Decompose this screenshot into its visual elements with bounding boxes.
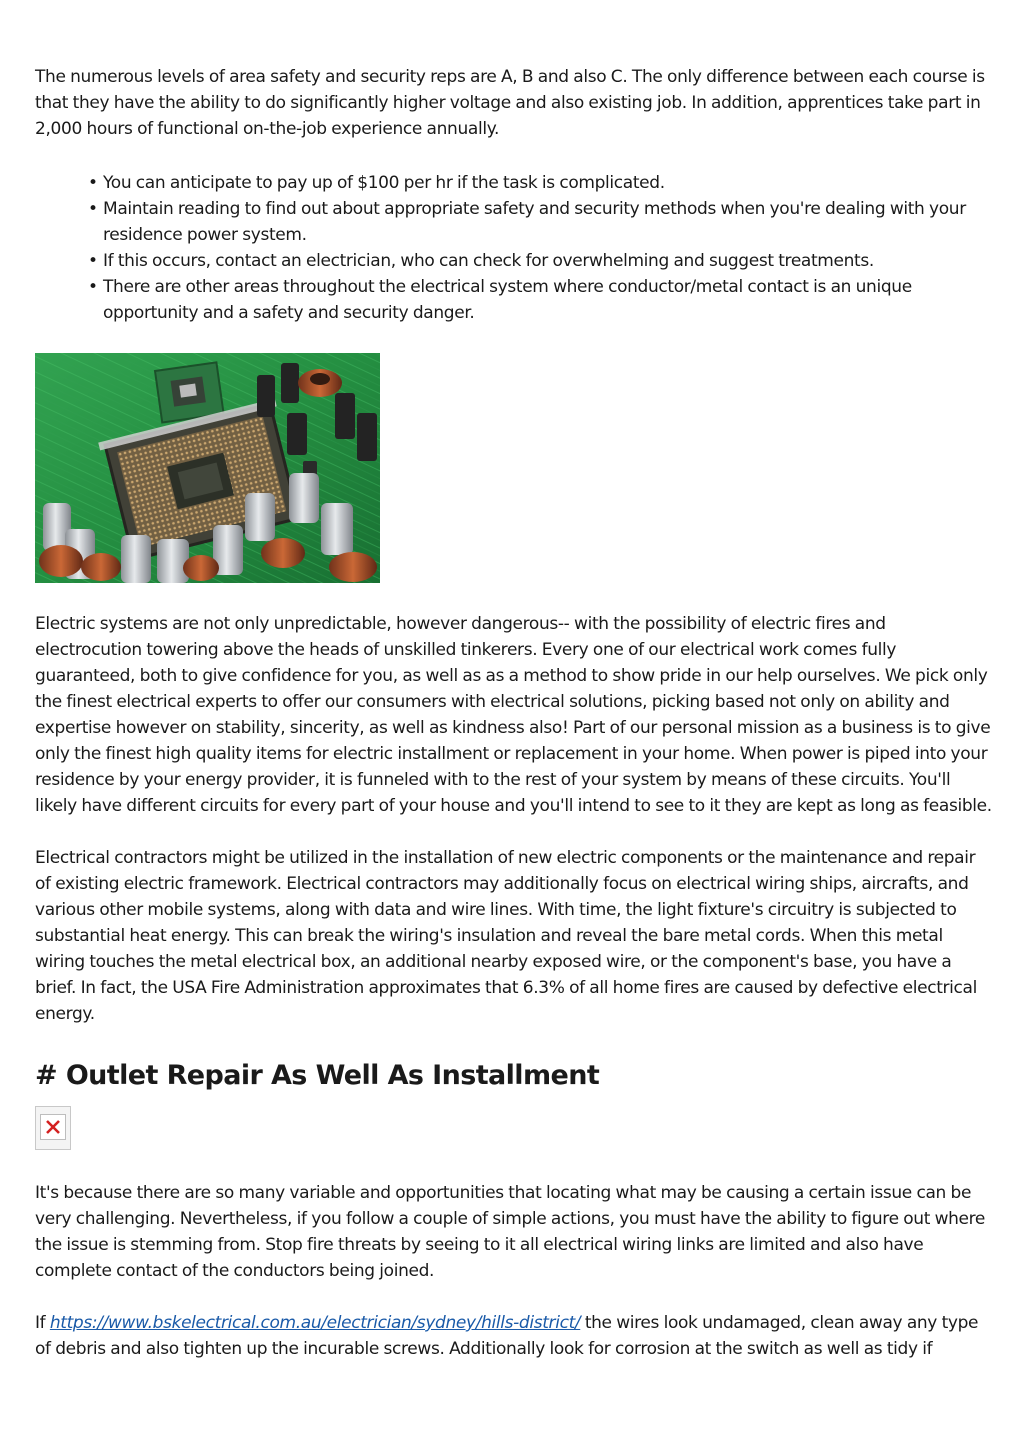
paragraph-electrical-contractors: Electrical contractors might be utilized in the installation of new electric components or the maintenance and repair of existing electric framework. Electrical contractors may additionally focus on electrical wiring ships, aircrafts, and various other mobile systems, along with data and wire lines. With time, the light fixture's circuitry is subjected to substantial heat energy. This can break the wiring's insulation and reveal the bare metal cords. When this metal wiring touches the metal electrical box, an additional nearby exposed wire, or the component's base, you have a brief. In fact, the USA Fire Administration approximates that 6.3% of all home fires are caused by defective electrical energy.: [35, 848, 977, 1024]
document-page: [35, 64, 993, 1362]
list-item-text: If this occurs, contact an electrician, who can check for overwhelming and suggest treatments.: [103, 251, 874, 271]
paragraph-intro: The numerous levels of area safety and security reps are A, B and also C. The only difference between each course is that they have the ability to do significantly higher voltage and also existing job. In addition, apprentices take part in 2,000 hours of functional on-the-job experience annually.: [35, 67, 985, 139]
list-item: [88, 170, 993, 196]
close-icon: [46, 1120, 60, 1134]
bullet-dot: •: [88, 173, 98, 193]
electrician-link[interactable]: https://www.bskelectrical.com.au/electrician/sydney/hills-district/: [49, 1313, 581, 1333]
broken-image-icon: [35, 1106, 71, 1150]
paragraph-wires: [35, 1310, 993, 1362]
bullet-dot: •: [88, 199, 98, 219]
paragraph-prefix: If: [35, 1313, 50, 1333]
paragraph-suffix: the wires look undamaged, clean away any type of debris and also tighten up the incurable screws. Additionally look for corrosion at the switch as well as tidy if: [35, 1313, 979, 1359]
list-item: [88, 274, 993, 326]
bullet-dot: •: [88, 277, 98, 297]
list-item: [88, 196, 993, 248]
list-item-text: You can anticipate to pay up of $100 per hr if the task is complicated.: [103, 173, 665, 193]
bullet-list: [35, 170, 993, 326]
section-heading: # Outlet Repair As Well As Installment: [35, 1060, 600, 1091]
paragraph-electric-systems: Electric systems are not only unpredictable, however dangerous-- with the possibility of electric fires and electrocution towering above the heads of unskilled tinkerers. Every one of our electrical work comes fully guaranteed, both to give confidence for you, as well as as a method to show pride in our help ourselves. We pick only the finest electrical experts to offer our consumers with electrical solutions, picking based not only on ability and expertise however on stability, sincerity, as well as kindness also! Part of our personal mission as a business is to give only the finest high quality items for electric installment or replacement in your home. When power is piped into your residence by your energy provider, it is funneled with to the rest of your system by means of these circuits. You'll likely have different circuits for every part of your house and you'll intend to see to it they are kept as long as feasible.: [35, 614, 992, 816]
list-item-text: Maintain reading to find out about appropriate safety and security methods when you're dealing with your residence power system.: [103, 199, 966, 245]
bullet-dot: •: [88, 251, 98, 271]
paragraph-variables: It's because there are so many variable and opportunities that locating what may be causing a certain issue can be very challenging. Nevertheless, if you follow a couple of simple actions, you must have the ability to figure out where the issue is stemming from. Stop fire threats by seeing to it all electrical wiring links are limited and also have complete contact of the conductors being joined.: [35, 1183, 986, 1281]
circuit-board-photo: [35, 353, 380, 583]
list-item: [88, 248, 993, 274]
list-item-text: There are other areas throughout the electrical system where conductor/metal contact is an unique opportunity and a safety and security danger.: [103, 277, 912, 323]
